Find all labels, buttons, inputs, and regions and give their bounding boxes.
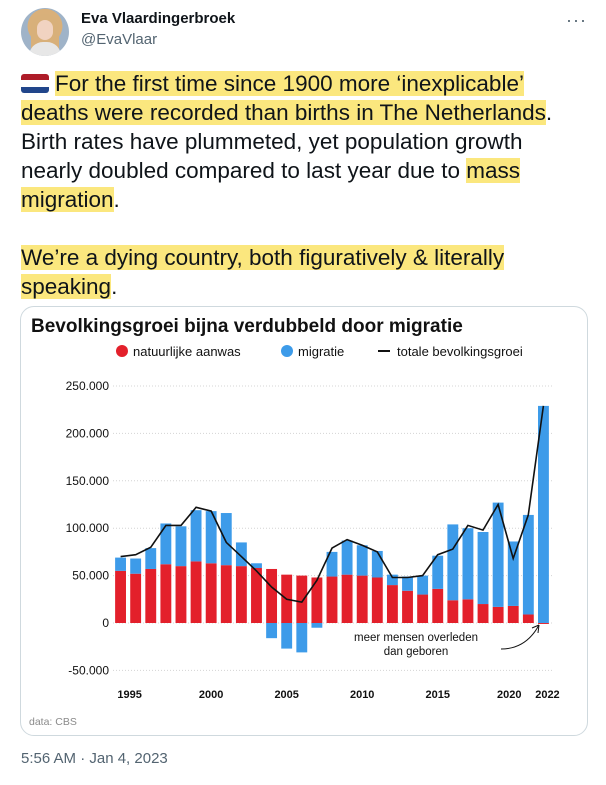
highlighted-text: We’re a dying country, both figuratively & literally speaking [21, 245, 505, 299]
annotation-arrow [501, 625, 539, 649]
bar-migration [342, 541, 353, 575]
bar-migration [281, 623, 292, 649]
x-tick-label: 1995 [117, 689, 142, 701]
plain-text: . [113, 187, 120, 212]
x-tick-label: 2015 [425, 689, 450, 701]
bar-natural [327, 577, 338, 623]
x-tick-label: 2010 [349, 689, 375, 701]
bar-natural [402, 591, 413, 623]
bar-natural [538, 623, 549, 624]
plain-text: . Birth rates have plummeted, yet population growth nearly doubled compared to last year due to [21, 100, 553, 183]
bar-natural [145, 569, 156, 623]
plain-text: . [111, 274, 118, 299]
y-tick-label: 100.000 [65, 521, 109, 536]
bar-migration [176, 526, 187, 566]
bar-natural [342, 575, 353, 623]
bar-natural [432, 589, 443, 623]
tweet-timestamp[interactable]: 5:56 AM · Jan 4, 2023 [21, 750, 168, 767]
bar-migration [266, 623, 277, 638]
x-tick-label: 2022 [535, 689, 560, 701]
bar-natural [251, 568, 262, 623]
chart-source: data: CBS [29, 716, 77, 728]
bar-migration [115, 558, 126, 571]
bar-migration [402, 577, 413, 591]
tweet-paragraph-2 [21, 243, 581, 301]
bar-natural [523, 614, 534, 623]
y-tick-label: 250.000 [65, 379, 109, 393]
bar-natural [206, 563, 217, 623]
y-tick-label: 200.000 [65, 426, 109, 441]
bar-natural [417, 595, 428, 623]
bar-natural [478, 604, 489, 623]
netherlands-flag-icon [21, 74, 49, 93]
bar-natural [357, 576, 368, 623]
highlighted-text: mass migration [21, 158, 521, 212]
bar-natural [160, 564, 171, 623]
bar-migration [447, 524, 458, 600]
bar-migration [221, 513, 232, 565]
bar-natural [508, 606, 519, 623]
more-options-icon[interactable]: ··· [566, 10, 587, 30]
legend-swatch-natural [116, 345, 128, 357]
legend-swatch-migration [281, 345, 293, 357]
bar-natural [266, 569, 277, 623]
bar-natural [462, 599, 473, 623]
bar-migration [311, 623, 322, 628]
author-display-name[interactable]: Eva Vlaardingerbroek [81, 10, 236, 27]
bar-migration [523, 515, 534, 615]
bar-natural [296, 576, 307, 623]
author-handle[interactable]: @EvaVlaar [81, 31, 158, 48]
chart-title: Bevolkingsgroei bijna verdubbeld door migratie [31, 316, 463, 337]
bar-natural [115, 571, 126, 623]
annotation-text: meer mensen overleden [353, 632, 479, 644]
bar-migration [417, 576, 428, 595]
bar-migration [462, 528, 473, 599]
bar-natural [191, 561, 202, 623]
highlighted-text: For the first time since 1900 more ‘inexplicable’ deaths were recorded than births in The Netherlands [21, 71, 546, 125]
bar-migration [191, 510, 202, 561]
bar-natural [493, 607, 504, 623]
legend-label: totale bevolkingsgroei [397, 344, 523, 359]
chart-image-card[interactable] [20, 306, 588, 736]
bar-natural [447, 600, 458, 623]
y-tick-label: 50.000 [72, 568, 109, 583]
y-tick-label: 150.000 [65, 473, 109, 488]
x-tick-label: 2005 [274, 689, 299, 701]
tweet-paragraph-1 [21, 69, 581, 214]
bar-migration [296, 623, 307, 652]
avatar[interactable] [21, 8, 69, 56]
bar-natural [236, 566, 247, 623]
legend-label: natuurlijke aanwas [133, 344, 241, 359]
bar-natural [311, 577, 322, 623]
y-tick-label: -50.000 [68, 663, 109, 678]
bar-migration [130, 559, 141, 574]
tweet-text [21, 69, 581, 301]
annotation-text: dan geboren [383, 646, 449, 658]
x-tick-label: 2000 [198, 689, 224, 701]
bar-migration [357, 545, 368, 575]
bar-natural [221, 565, 232, 623]
bar-natural [387, 585, 398, 623]
bar-migration [372, 551, 383, 578]
y-tick-label: 0 [102, 616, 109, 630]
bar-migration [145, 548, 156, 569]
bar-natural [372, 577, 383, 623]
bar-migration [508, 541, 519, 605]
bar-natural [130, 574, 141, 623]
x-tick-label: 2020 [496, 689, 522, 701]
bar-migration [236, 542, 247, 566]
bar-migration [478, 532, 489, 604]
population-growth-chart [21, 307, 587, 735]
legend-label: migratie [298, 344, 345, 359]
bar-natural [176, 566, 187, 623]
tweet-header [21, 8, 591, 60]
